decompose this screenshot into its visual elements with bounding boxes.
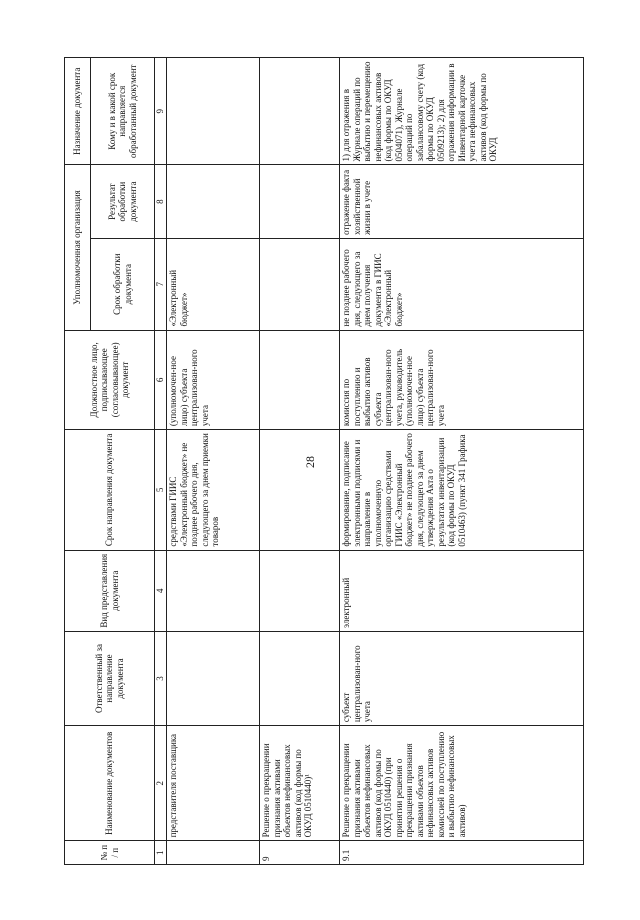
cell-presentation-type [167, 550, 260, 631]
header-presentation-type: Вид представления документа [65, 550, 155, 631]
page-number: 28 [303, 456, 317, 468]
column-number-row [155, 58, 167, 865]
rotated-table-container [64, 0, 564, 865]
cell-recipient: 1) для отражения в Журнале операций по выбытию и перемещению нефинансовых активов (код формы по ОКУД 0504071), Журнале операций по забалансовому счету (код формы по ОКУД 0509213); 2) для отражения информации в Инвентарной карточке учета нефинансовых активов (код формы по ОКУД [340, 58, 584, 165]
header-send-deadline: Срок направления документа [65, 430, 155, 551]
col-number: 3 [155, 631, 167, 725]
table-row [340, 58, 584, 865]
col-number: 2 [155, 726, 167, 841]
cell-doc-name: представителя поставщика [167, 726, 260, 841]
cell-processing-result [167, 165, 260, 238]
cell-processing-result [260, 165, 340, 238]
header-doc-name: Наименование документов [65, 726, 155, 841]
cell-recipient [167, 58, 260, 165]
header-processing-deadline: Срок обработки документа [91, 238, 155, 330]
col-number: 4 [155, 550, 167, 631]
col-number: 6 [155, 330, 167, 430]
cell-signing-official: (уполномочен-ное лицо) субъекта централизован-ного учета [167, 330, 260, 430]
cell-recipient [260, 58, 340, 165]
col-number: 1 [155, 841, 167, 865]
col-number: 8 [155, 165, 167, 238]
cell-processing-deadline [260, 238, 340, 330]
cell-doc-name: Решение о прекращении признания активами объектов нефинансовых активов (код формы по ОКУД 0510440) (при принятии решения о прекращении признания активами объектов нефинансовых активов комиссией по поступлению и выбытию нефинансовых активов) [340, 726, 584, 841]
cell-presentation-type [260, 550, 340, 631]
header-authorized-org: Уполномоченная организация [65, 165, 91, 330]
cell-signing-official [260, 330, 340, 430]
header-recipient: Кому и в какой срок направляется обработанный документ [91, 58, 155, 165]
cell-responsible [167, 631, 260, 725]
cell-send-deadline: средствами ГИИС «Электронный бюджет» не позднее рабочего дня, следующего за днем приемки товаров [167, 430, 260, 551]
cell-responsible [260, 631, 340, 725]
cell-send-deadline: формирование, подписание электронными подписями и направление в уполномоченную организацию средствами ГИИС «Электронный бюджет» не позднее рабочего дня, следующего за днем утверждения Акта о результатах инвентаризации (код формы по ОКУД 0510463) (пункт 341 Графика [340, 430, 584, 551]
header-number: № п / п [65, 841, 155, 865]
header-signing-official: Должностное лицо, подписывающее (согласовывающее) документ [65, 330, 155, 430]
cell-processing-deadline: не позднее рабочего дня, следующего за днем получения документа в ГИИС «Электронный бюджет» [340, 238, 584, 330]
document-table [64, 57, 584, 865]
header-doc-destination: Назначение документа [65, 58, 91, 165]
col-number: 5 [155, 430, 167, 551]
cell-number: 9 [260, 841, 340, 865]
table-row [260, 58, 340, 865]
cell-processing-deadline: «Электронный бюджет» [167, 238, 260, 330]
cell-presentation-type: электронный [340, 550, 584, 631]
cell-processing-result: отражение факта хозяйственной жизни в учете [340, 165, 584, 238]
cell-signing-official: комиссия по поступлению и выбытию активов субъекта централизован-ного учета, руководитель (уполномочен-ное лицо) субъекта централизован-ного учета [340, 330, 584, 430]
cell-responsible: субъект централизован-ного учета [340, 631, 584, 725]
col-number: 9 [155, 58, 167, 165]
col-number: 7 [155, 238, 167, 330]
cell-send-deadline [260, 430, 340, 551]
table-row [167, 58, 260, 865]
header-processing-result: Результат обработки документа [91, 165, 155, 238]
cell-number: 9.1 [340, 841, 584, 865]
cell-number [167, 841, 260, 865]
header-responsible: Ответственный за направление документа [65, 631, 155, 725]
cell-doc-name: Решение о прекращении признания активами объектов нефинансовых активов (код формы по ОКУД 0510440)¹ [260, 726, 340, 841]
